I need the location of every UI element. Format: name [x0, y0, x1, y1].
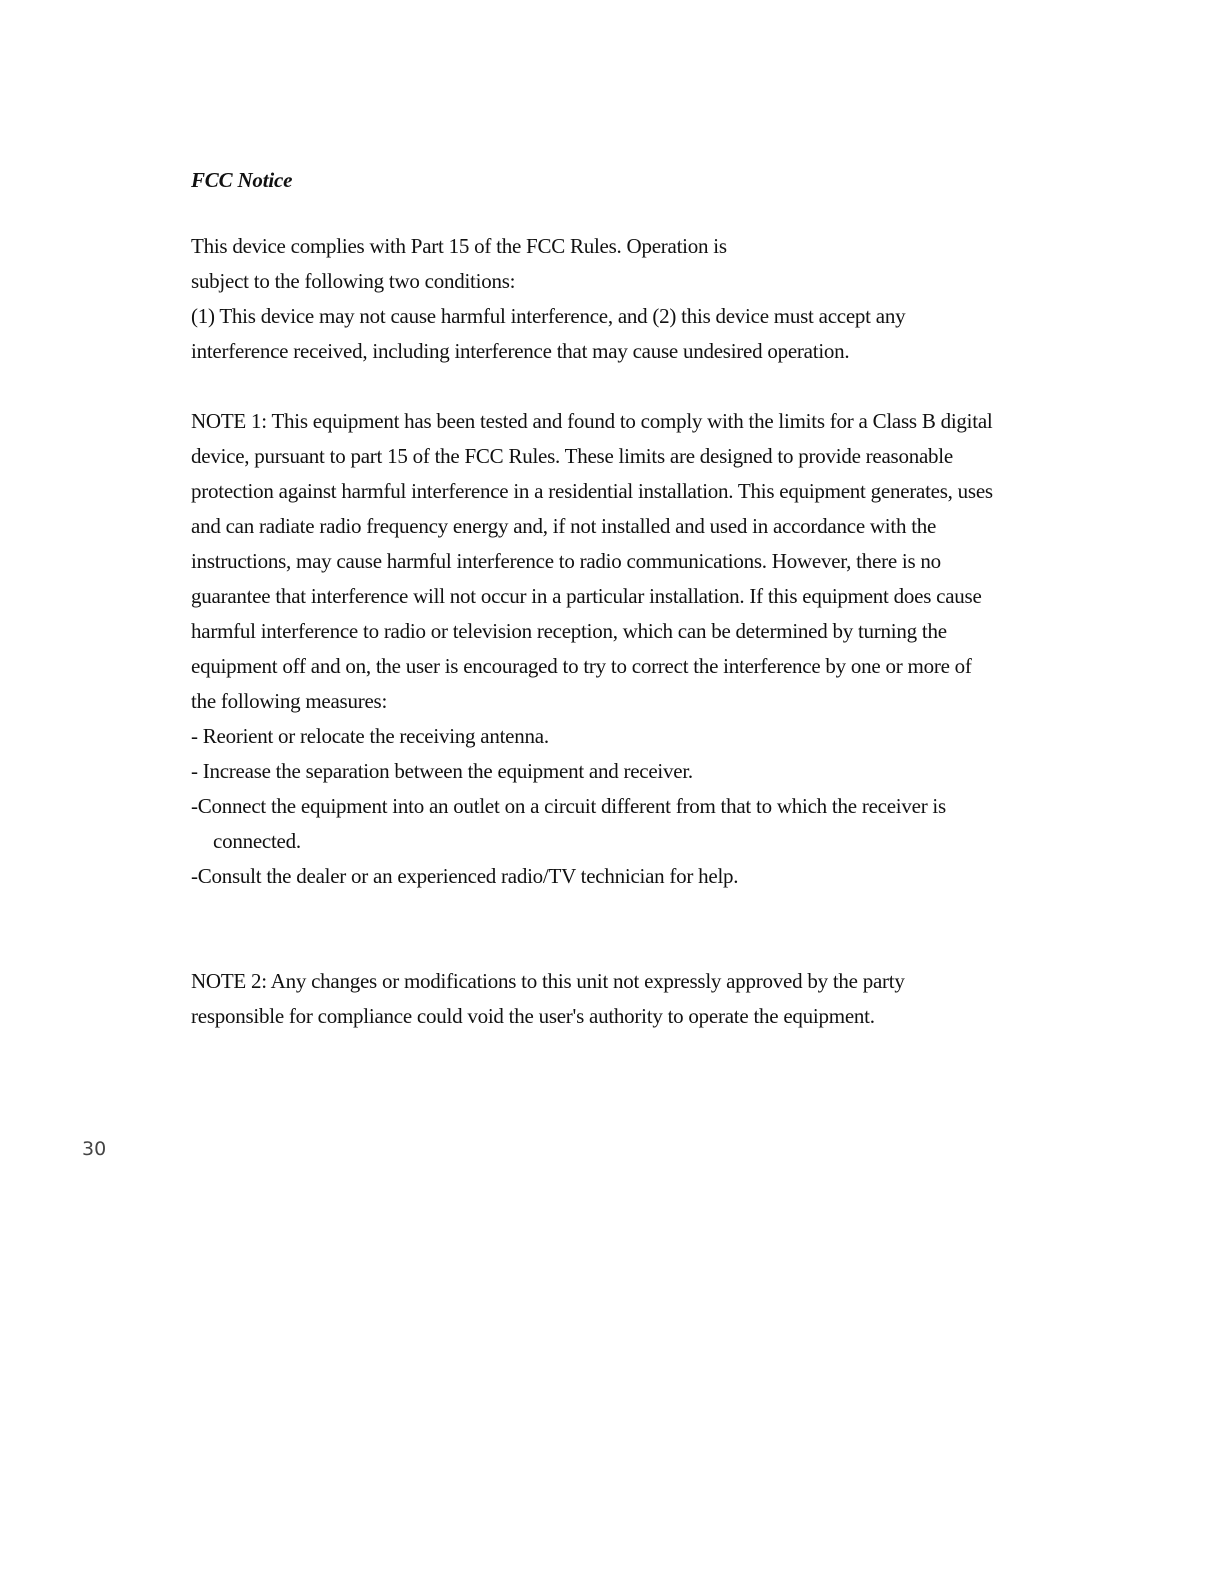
note-2-line: NOTE 2: Any changes or modifications to this unit not expressly approved by the party: [191, 969, 905, 993]
note-1-line: harmful interference to radio or television reception, which can be determined by turning the: [191, 619, 947, 643]
measure-list-item-continuation: connected.: [213, 829, 301, 853]
note-1-line: the following measures:: [191, 689, 388, 713]
intro-line: subject to the following two conditions:: [191, 269, 516, 293]
note-1-line: device, pursuant to part 15 of the FCC Rules. These limits are designed to provide reasonable: [191, 444, 953, 468]
page-title: FCC Notice: [191, 168, 293, 192]
note-1-line: guarantee that interference will not occur in a particular installation. If this equipment does cause: [191, 584, 982, 608]
measure-list-item: -Connect the equipment into an outlet on a circuit different from that to which the receiver is: [191, 794, 946, 818]
intro-paragraph: [191, 229, 1051, 369]
paragraph-spacer: [191, 369, 1051, 404]
note-1-paragraph: [191, 404, 1051, 894]
page-number: 30: [82, 1138, 107, 1160]
note-2-paragraph: [191, 964, 1051, 1034]
intro-line: interference received, including interference that may cause undesired operation.: [191, 339, 850, 363]
note-1-line: equipment off and on, the user is encouraged to try to correct the interference by one or more of: [191, 654, 972, 678]
measure-list-item: - Increase the separation between the equipment and receiver.: [191, 759, 693, 783]
measure-list-item: - Reorient or relocate the receiving antenna.: [191, 724, 549, 748]
note-1-line: protection against harmful interference in a residential installation. This equipment generates, uses: [191, 479, 993, 503]
note-2-line: responsible for compliance could void the user's authority to operate the equipment.: [191, 1004, 875, 1028]
note-1-line: instructions, may cause harmful interference to radio communications. However, there is no: [191, 549, 941, 573]
note-1-line: NOTE 1: This equipment has been tested and found to comply with the limits for a Class B digital: [191, 409, 993, 433]
measure-list-item: -Consult the dealer or an experienced radio/TV technician for help.: [191, 864, 739, 888]
intro-line: (1) This device may not cause harmful interference, and (2) this device must accept any: [191, 304, 906, 328]
fcc-notice-content: [191, 165, 1051, 1034]
intro-line: This device complies with Part 15 of the FCC Rules. Operation is: [191, 234, 727, 258]
note-1-line: and can radiate radio frequency energy and, if not installed and used in accordance with the: [191, 514, 937, 538]
paragraph-spacer: [191, 894, 1051, 964]
